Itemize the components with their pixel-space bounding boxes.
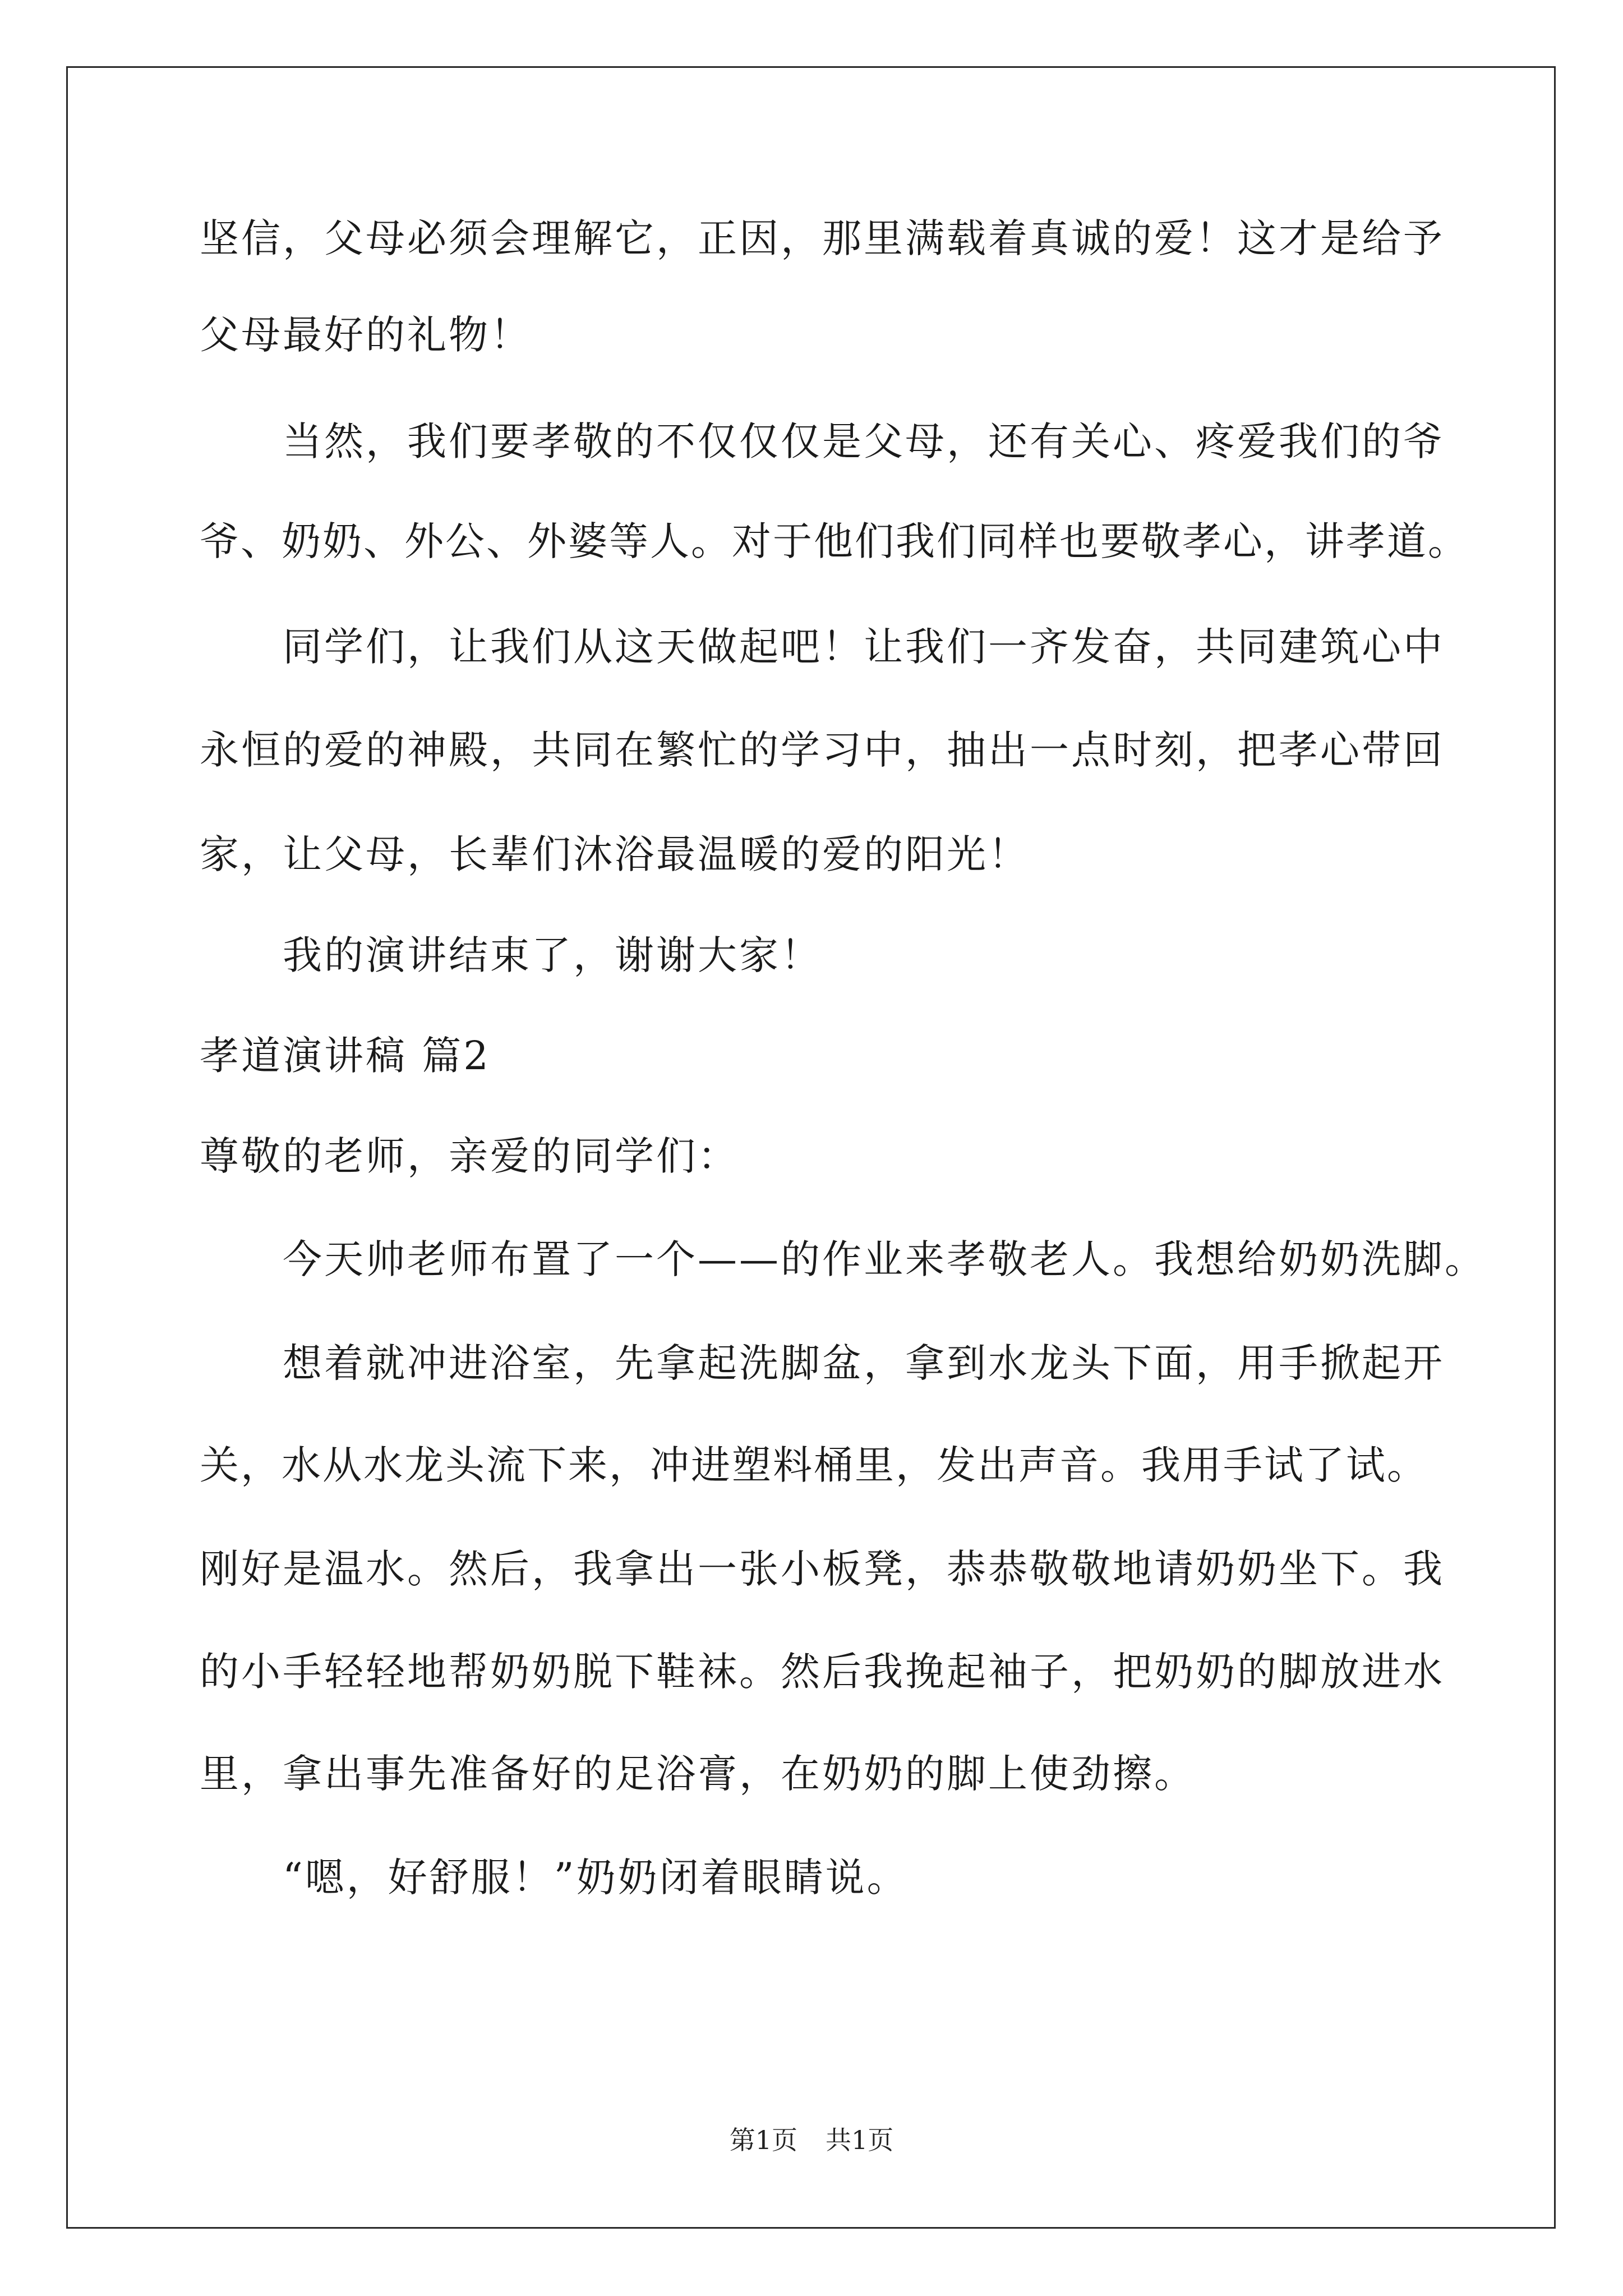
text-line: 想着就冲进浴室，先拿起洗脚盆，拿到水龙头下面，用手掀起开 [283,1340,1445,1386]
text-line: “嗯，好舒服！”奶奶闭着眼睛说。 [283,1855,909,1901]
text-line: 里，拿出事先准备好的足浴膏，在奶奶的脚上使劲擦。 [200,1751,1196,1797]
section-heading: 孝道演讲稿 篇2 [200,1033,491,1079]
text-line: 同学们，让我们从这天做起吧！让我们一齐发奋，共同建筑心中 [283,624,1445,670]
text-line: 家，让父母，长辈们沐浴最温暖的爱的阳光！ [200,831,1030,877]
page-total: 共1页 [826,2125,894,2155]
text-line: 父母最好的礼物！ [200,312,532,358]
text-line: 当然，我们要孝敬的不仅仅仅是父母，还有关心、疼爱我们的爷 [283,418,1445,464]
text-line: 的小手轻轻地帮奶奶脱下鞋袜。然后我挽起袖子，把奶奶的脚放进水 [200,1649,1445,1695]
text-line: 刚好是温水。然后，我拿出一张小板凳，恭恭敬敬地请奶奶坐下。我 [200,1546,1445,1592]
page-number: 第1页 [729,2125,797,2155]
text-line: 坚信，父母必须会理解它，正因，那里满载着真诚的爱！这才是给予 [200,215,1445,261]
text-line: 我的演讲结束了，谢谢大家！ [283,932,822,978]
text-line: 今天帅老师布置了一个——的作业来孝敬老人。我想给奶奶洗脚。 [283,1236,1486,1282]
salutation: 尊敬的老师，亲爱的同学们： [200,1133,739,1179]
text-line: 关，水从水龙头流下来，冲进塑料桶里，发出声音。我用手试了试。 [200,1442,1428,1488]
text-line: 爷、奶奶、外公、外婆等人。对于他们我们同样也要敬孝心，讲孝道。 [200,518,1469,564]
page-footer [0,2123,1623,2157]
text-line: 永恒的爱的神殿，共同在繁忙的学习中，抽出一点时刻，把孝心带回 [200,727,1445,773]
